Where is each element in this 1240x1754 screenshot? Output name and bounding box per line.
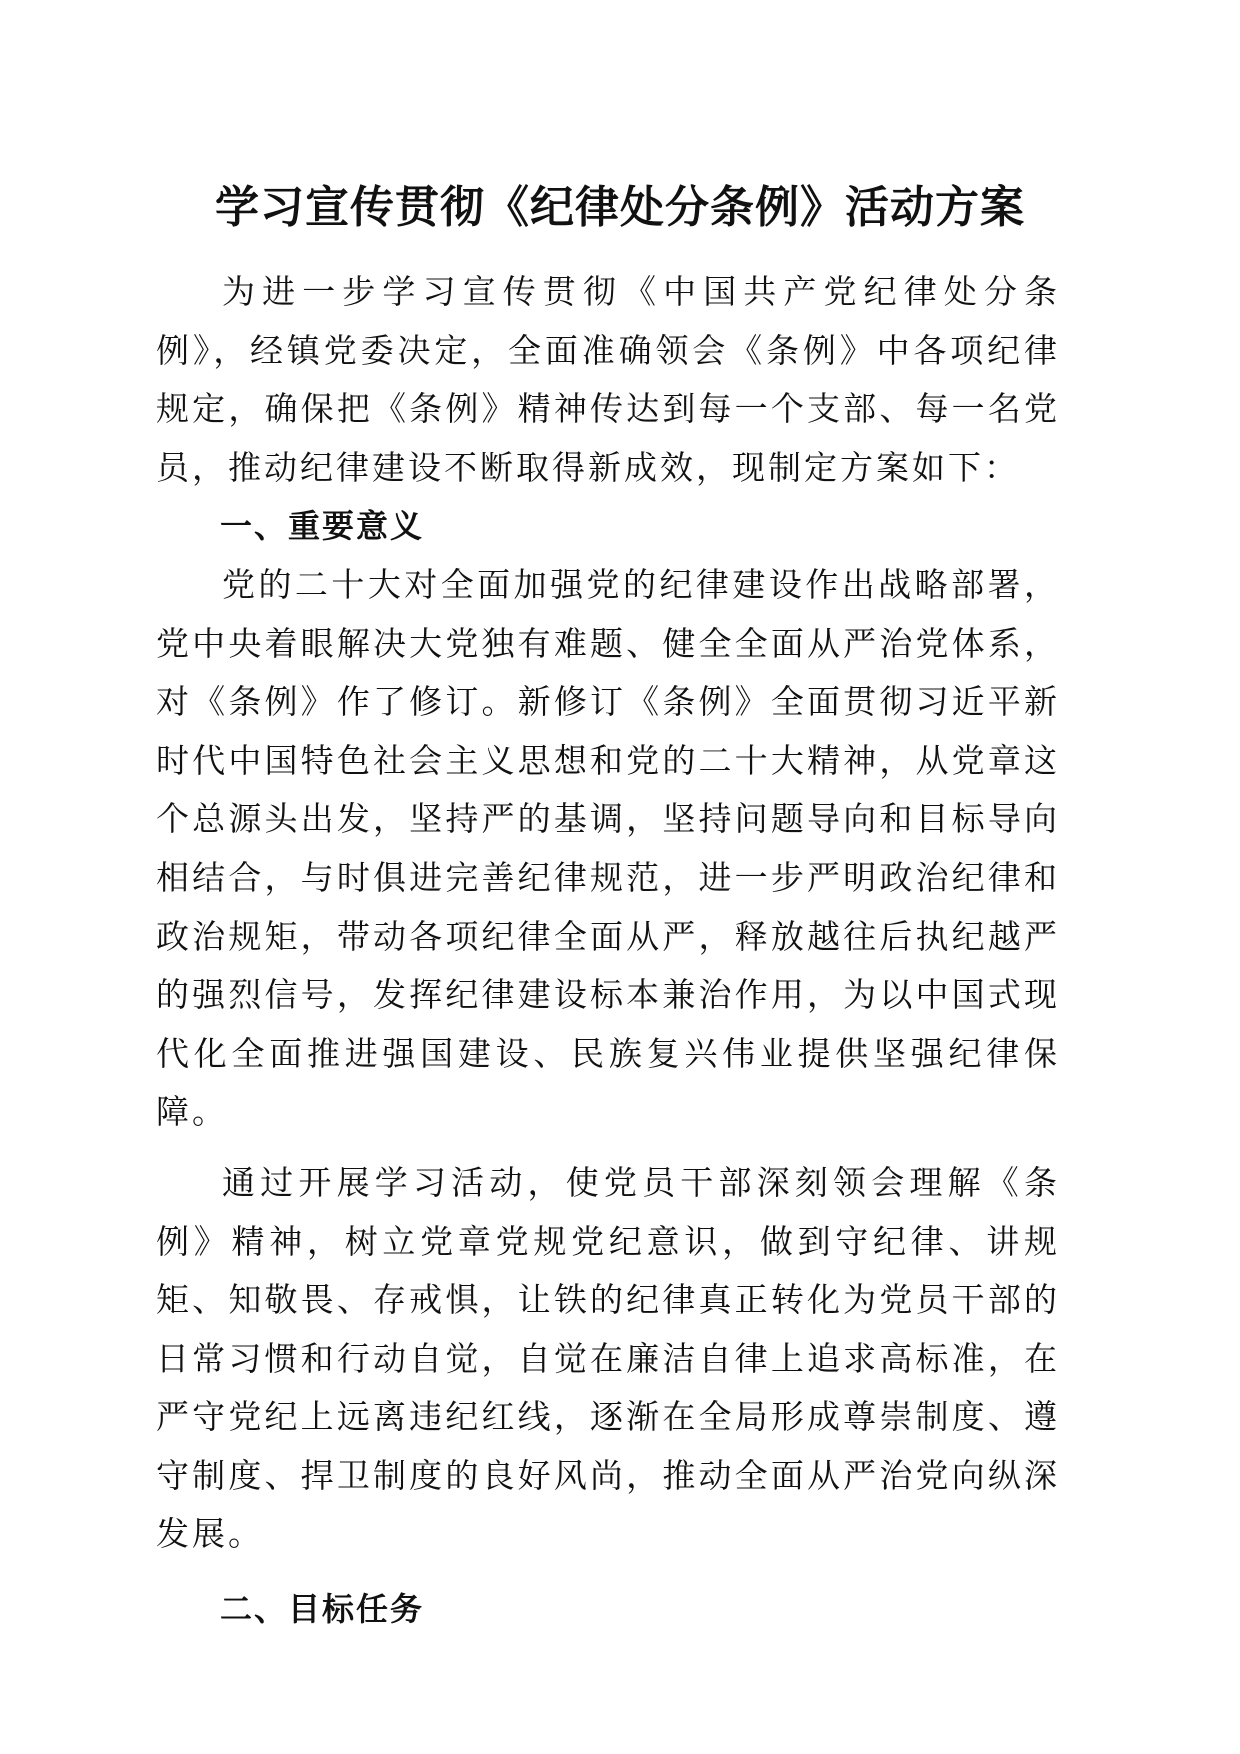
document-body — [156, 263, 1060, 1639]
section-heading-2: 二、目标任务 — [220, 1590, 425, 1629]
section1-paragraph-1: 党的二十大对全面加强党的纪律建设作出战略部署，党中央着眼解决大党独有难题、健全全面从严治党体系，对《条例》作了修订。新修订《条例》全面贯彻习近平新时代中国特色社会主义思想和党的二十大精神，从党章这个总源头出发，坚持严的基调，坚持问题导向和目标导向相结合，与时俱进完善纪律规范，进一步严明政治纪律和政治规矩，带动各项纪律全面从严，释放越往后执纪越严的强烈信号，发挥纪律建设标本兼治作用，为以中国式现代化全面推进强国建设、民族复兴伟业提供坚强纪律保障。 — [156, 564, 1060, 1132]
intro-paragraph: 为进一步学习宣传贯彻《中国共产党纪律处分条例》，经镇党委决定，全面准确领会《条例》中各项纪律规定，确保把《条例》精神传达到每一个支部、每一名党员，推动纪律建设不断取得新成效，现制定方案如下： — [156, 272, 1060, 487]
document-title: 学习宣传贯彻《纪律处分条例》活动方案 — [215, 182, 1025, 233]
section1-paragraph-2: 通过开展学习活动，使党员干部深刻领会理解《条例》精神，树立党章党规党纪意识，做到守纪律、讲规矩、知敬畏、存戒惧，让铁的纪律真正转化为党员干部的日常习惯和行动自觉，自觉在廉洁自律上追求高标准，在严守党纪上远离违纪红线，逐渐在全局形成尊崇制度、遵守制度、捍卫制度的良好风尚，推动全面从严治党向纵深发展。 — [156, 1162, 1060, 1554]
section-heading-1: 一、重要意义 — [220, 507, 425, 546]
